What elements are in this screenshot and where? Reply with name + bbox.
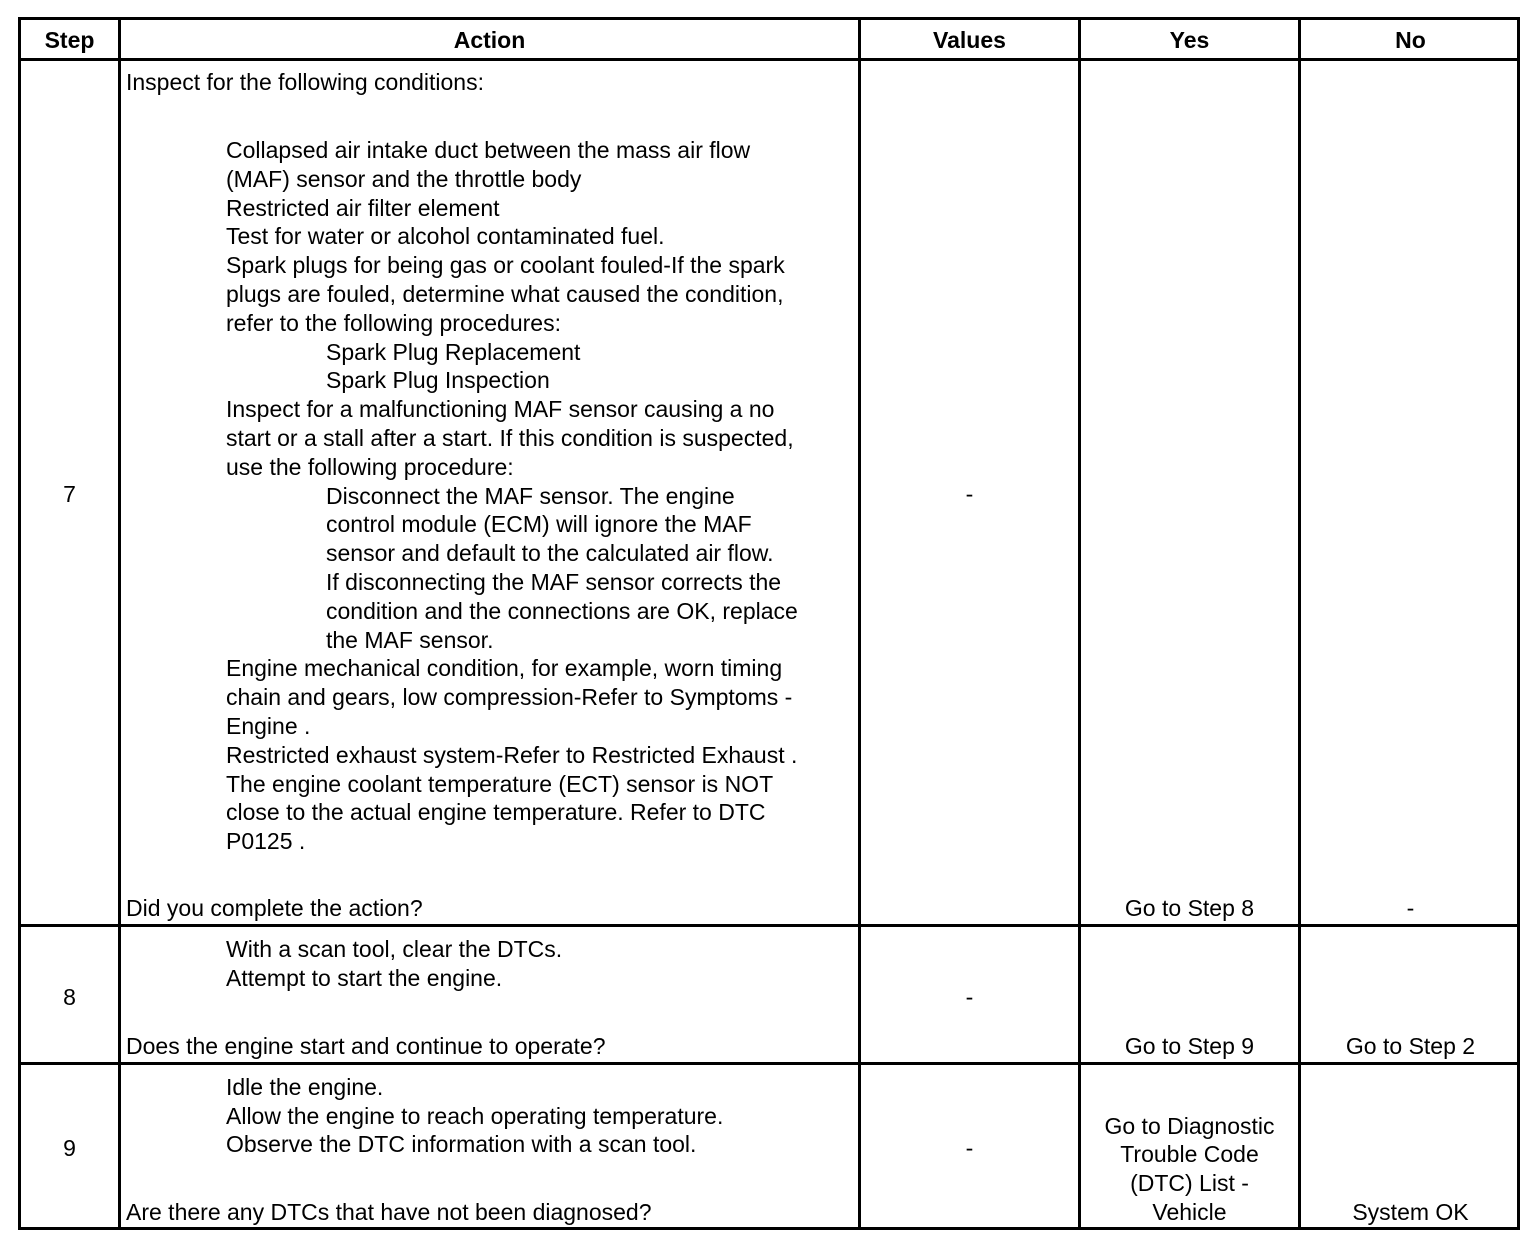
action-question: Are there any DTCs that have not been diagnosed? [126,1199,652,1225]
sub-list-item: If disconnecting the MAF sensor corrects the [326,569,782,595]
yes-link-line: (DTC) List - [1130,1170,1249,1196]
list-item: plugs are fouled, determine what caused the condition, [226,281,784,307]
step-number: 9 [63,1135,76,1161]
list-item: Attempt to start the engine. [226,965,503,991]
list-item: The engine coolant temperature (ECT) sensor is NOT [226,771,774,797]
no-cell: System OK [1352,1199,1469,1225]
row-divider [21,1062,1517,1065]
yes-link-line: Vehicle [1152,1199,1227,1225]
list-item: Restricted air filter element [226,195,500,221]
yes-link-line: Trouble Code [1120,1141,1259,1167]
sub-list-item: the MAF sensor. [326,627,494,653]
column-divider [858,20,861,1227]
no-cell: - [1406,895,1415,921]
step-number: 8 [63,984,76,1010]
header-no: No [1395,27,1426,53]
list-item: Test for water or alcohol contaminated fuel. [226,223,665,249]
sub-list-item: Disconnect the MAF sensor. The engine [326,483,735,509]
action-intro: Inspect for the following conditions: [126,69,484,95]
action-question: Does the engine start and continue to operate? [126,1033,606,1059]
no-link[interactable]: Go to Step 2 [1345,1033,1476,1059]
list-item: Inspect for a malfunctioning MAF sensor causing a no [226,396,775,422]
list-item: Collapsed air intake duct between the mass air flow [226,137,751,163]
list-item: start or a stall after a start. If this condition is suspected, [226,425,794,451]
list-item: Idle the engine. [226,1074,384,1100]
list-item: Spark plugs for being gas or coolant fouled-If the spark [226,252,785,278]
list-item: refer to the following procedures: [226,310,561,336]
header-action: Action [453,27,526,53]
diagnostic-table [18,17,1520,1230]
list-item: Allow the engine to reach operating temperature. [226,1103,724,1129]
sub-list-item: control module (ECM) will ignore the MAF [326,511,752,537]
values-cell: - [965,1135,974,1161]
sub-list-item: Spark Plug Inspection [326,367,550,393]
yes-link-line: Go to Diagnostic [1104,1113,1275,1139]
list-item: use the following procedure: [226,454,514,480]
list-item: Engine . [226,713,311,739]
header-values: Values [933,27,1006,53]
header-yes: Yes [1169,27,1210,53]
list-item: Restricted exhaust system-Refer to Restricted Exhaust . [226,742,798,768]
column-divider [118,20,121,1227]
list-item: close to the actual engine temperature. Refer to DTC [226,799,766,825]
sub-list-item: condition and the connections are OK, replace [326,598,798,624]
list-item: (MAF) sensor and the throttle body [226,166,582,192]
action-question: Did you complete the action? [126,895,423,921]
yes-link[interactable]: Go to Step 9 [1124,1033,1255,1059]
list-item: P0125 . [226,828,306,854]
list-item: With a scan tool, clear the DTCs. [226,936,563,962]
list-item: Engine mechanical condition, for example, worn timing [226,655,783,681]
sub-list-item: sensor and default to the calculated air flow. [326,540,774,566]
row-divider [21,924,1517,927]
header-step: Step [44,27,95,53]
list-item: chain and gears, low compression-Refer to Symptoms - [226,684,793,710]
values-cell: - [965,984,974,1010]
list-item: Observe the DTC information with a scan tool. [226,1131,697,1157]
yes-link[interactable]: Go to Step 8 [1124,895,1255,921]
sub-list-item: Spark Plug Replacement [326,339,581,365]
step-number: 7 [63,481,76,507]
values-cell: - [965,481,974,507]
